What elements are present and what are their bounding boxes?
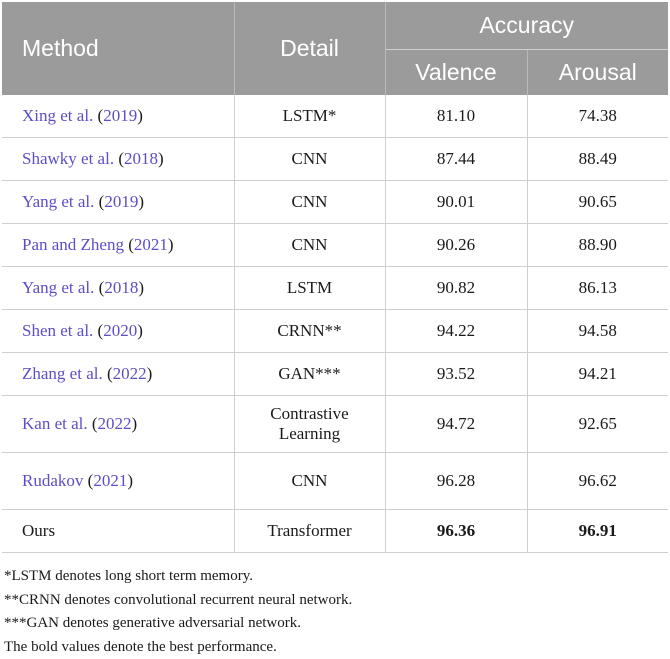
table-row-ours <box>2 510 668 553</box>
method-cell: Ours <box>2 510 234 553</box>
citation-year-link[interactable]: 2021 <box>134 235 168 254</box>
header-detail: Detail <box>234 2 385 95</box>
valence-cell: 90.01 <box>385 181 527 224</box>
method-cell: Shawky et al. (2018) <box>2 138 234 181</box>
footnote-crnn: **CRNN denotes convolutional recurrent neural network. <box>4 589 668 613</box>
detail-cell: LSTM* <box>234 95 385 138</box>
valence-cell: 90.82 <box>385 267 527 310</box>
footnote-bold: The bold values denote the best performance. <box>4 636 668 659</box>
detail-cell: LSTM <box>234 267 385 310</box>
footnote-lstm: *LSTM denotes long short term memory. <box>4 565 668 589</box>
method-cell: Yang et al. (2019) <box>2 181 234 224</box>
table-row <box>2 353 668 396</box>
table-row <box>2 138 668 181</box>
method-cell: Yang et al. (2018) <box>2 267 234 310</box>
citation-author-link[interactable]: Pan and Zheng <box>22 235 124 254</box>
method-cell: Pan and Zheng (2021) <box>2 224 234 267</box>
table-header <box>2 2 668 95</box>
citation-author-link[interactable]: Shawky et al. <box>22 149 114 168</box>
citation-author-link[interactable]: Kan et al. <box>22 414 88 433</box>
citation-year-link[interactable]: 2019 <box>103 106 137 125</box>
method-cell: Xing et al. (2019) <box>2 95 234 138</box>
header-method: Method <box>2 2 234 95</box>
citation-author-link[interactable]: Yang et al. <box>22 278 94 297</box>
detail-cell: CNN <box>234 224 385 267</box>
citation-year-link[interactable]: 2021 <box>93 471 127 490</box>
valence-cell-best: 96.36 <box>385 510 527 553</box>
method-cell: Rudakov (2021) <box>2 453 234 510</box>
accuracy-comparison-table <box>2 2 668 553</box>
arousal-cell: 74.38 <box>527 95 668 138</box>
citation-year-link[interactable]: 2022 <box>113 364 147 383</box>
table-footnotes <box>2 553 668 659</box>
detail-line-1: Contrastive <box>270 404 348 423</box>
valence-cell: 94.72 <box>385 396 527 453</box>
valence-cell: 93.52 <box>385 353 527 396</box>
citation-year-link[interactable]: 2019 <box>104 192 138 211</box>
table-body <box>2 95 668 553</box>
results-table-container <box>2 2 668 659</box>
arousal-cell: 96.62 <box>527 453 668 510</box>
detail-cell <box>234 396 385 453</box>
footnote-gan: ***GAN denotes generative adversarial network. <box>4 612 668 636</box>
citation-year-link[interactable]: 2018 <box>124 149 158 168</box>
detail-line-2: Learning <box>279 424 340 443</box>
method-cell: Shen et al. (2020) <box>2 310 234 353</box>
valence-cell: 81.10 <box>385 95 527 138</box>
table-row <box>2 453 668 510</box>
valence-cell: 96.28 <box>385 453 527 510</box>
citation-year-link[interactable]: 2022 <box>98 414 132 433</box>
header-arousal: Arousal <box>527 50 668 96</box>
citation-author-link[interactable]: Yang et al. <box>22 192 94 211</box>
table-row <box>2 224 668 267</box>
citation-author-link[interactable]: Shen et al. <box>22 321 93 340</box>
arousal-cell: 88.90 <box>527 224 668 267</box>
table-row <box>2 181 668 224</box>
table-row <box>2 310 668 353</box>
table-row <box>2 95 668 138</box>
arousal-cell: 92.65 <box>527 396 668 453</box>
table-row <box>2 396 668 453</box>
citation-year-link[interactable]: 2018 <box>104 278 138 297</box>
method-cell: Kan et al. (2022) <box>2 396 234 453</box>
citation-author-link[interactable]: Rudakov <box>22 471 83 490</box>
arousal-cell: 86.13 <box>527 267 668 310</box>
valence-cell: 87.44 <box>385 138 527 181</box>
detail-cell: CNN <box>234 138 385 181</box>
detail-cell: CNN <box>234 181 385 224</box>
valence-cell: 90.26 <box>385 224 527 267</box>
detail-cell: CNN <box>234 453 385 510</box>
detail-cell: GAN*** <box>234 353 385 396</box>
arousal-cell: 90.65 <box>527 181 668 224</box>
header-valence: Valence <box>385 50 527 96</box>
detail-cell: Transformer <box>234 510 385 553</box>
detail-cell: CRNN** <box>234 310 385 353</box>
citation-author-link[interactable]: Xing et al. <box>22 106 93 125</box>
method-cell: Zhang et al. (2022) <box>2 353 234 396</box>
header-accuracy: Accuracy <box>385 2 668 50</box>
arousal-cell: 94.21 <box>527 353 668 396</box>
table-row <box>2 267 668 310</box>
citation-author-link[interactable]: Zhang et al. <box>22 364 103 383</box>
citation-year-link[interactable]: 2020 <box>103 321 137 340</box>
arousal-cell-best: 96.91 <box>527 510 668 553</box>
arousal-cell: 94.58 <box>527 310 668 353</box>
valence-cell: 94.22 <box>385 310 527 353</box>
arousal-cell: 88.49 <box>527 138 668 181</box>
